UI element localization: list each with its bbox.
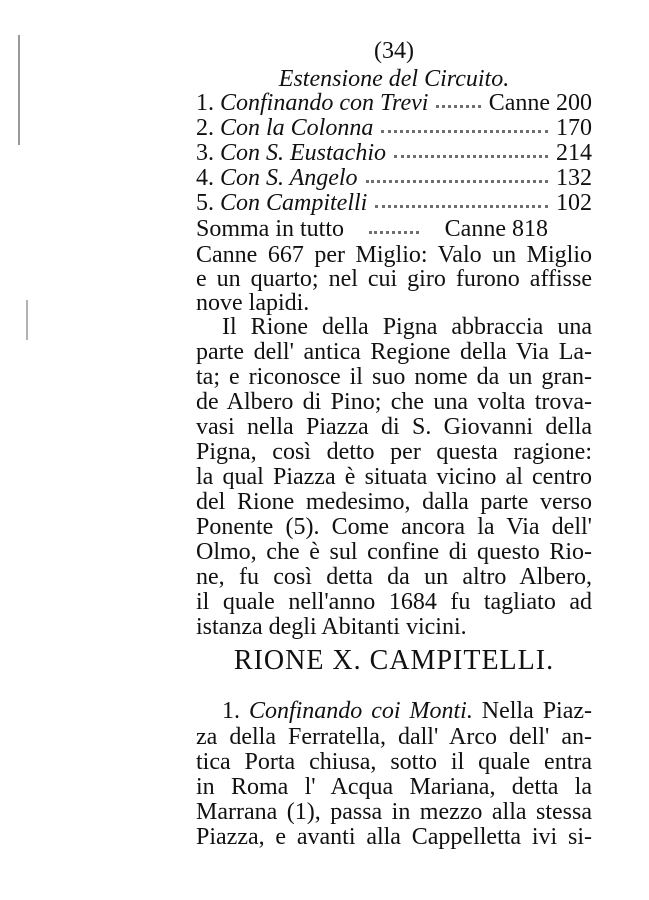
entry-label: Confinando con Trevi — [220, 90, 429, 116]
text-line: in Roma l' Acqua Mariana, detta la — [196, 774, 592, 800]
text-line: Ponente (5). Come ancora la Via dell' — [196, 514, 592, 540]
text-line: Pigna, così detto per questa ragione: — [196, 439, 592, 465]
text-line: tica Porta chiusa, sotto il quale entra — [196, 749, 592, 775]
text-line: za della Ferratella, dall' Arco dell' an- — [196, 724, 592, 750]
text-line: e un quarto; nel cui giro furono affisse — [196, 266, 592, 292]
page-edge-mark — [26, 300, 28, 340]
text-line: Canne 667 per Miglio: Valo un Miglio — [196, 242, 592, 268]
page-number: (34) — [374, 38, 414, 64]
text-line: ne, fu così detta da un altro Albero, — [196, 564, 592, 590]
entry-number: 1. — [196, 90, 214, 116]
entry-number: 5. — [196, 190, 214, 216]
subtitle: Estensione del Circuito. — [278, 66, 510, 92]
text-line: Olmo, che è sul confine di questo Rio- — [196, 539, 592, 565]
circuit-entry — [196, 140, 592, 166]
circuit-entry — [196, 190, 592, 216]
text-line: istanza degli Abitanti vicini. — [196, 614, 467, 640]
entry-value: 132 — [556, 165, 592, 191]
total-label: Somma in tutto — [196, 216, 345, 242]
entry-label: Con S. Eustachio — [220, 140, 386, 166]
text-line: del Rione medesimo, dalla parte verso — [196, 489, 592, 515]
section-first-line: 1. Confinando coi Monti. Nella Piaz- — [222, 698, 593, 724]
entry-value: Canne 200 — [488, 90, 592, 116]
text-line: Piazza, e avanti alla Cappelletta ivi si- — [196, 824, 592, 850]
text-line: parte dell' antica Regione della Via La- — [196, 339, 592, 365]
entry-label: Con Campitelli — [220, 190, 368, 216]
text-line: Il Rione della Pigna abbraccia una — [222, 314, 592, 340]
circuit-entry — [196, 90, 592, 116]
total-row — [196, 216, 592, 242]
page-edge-mark — [18, 35, 20, 145]
text-line: Marrana (1), passa in mezzo alla stessa — [196, 799, 592, 825]
circuit-entry — [196, 115, 592, 141]
section-heading: RIONE X. CAMPITELLI. — [233, 645, 555, 676]
entry-label: Con la Colonna — [220, 115, 374, 141]
text-line: ta; e riconosce il suo nome da un gran- — [196, 364, 592, 390]
circuit-entry — [196, 165, 592, 191]
entry-value: 102 — [556, 190, 592, 216]
entry-number: 4. — [196, 165, 214, 191]
entry-value: 214 — [556, 140, 592, 166]
text-line: nove lapidi. — [196, 290, 310, 316]
text-line: vasi nella Piazza di S. Giovanni della — [196, 414, 592, 440]
entry-value: 170 — [556, 115, 592, 141]
total-value: Canne 818 — [444, 216, 548, 242]
text-line: de Albero di Pino; che una volta trova- — [196, 389, 592, 415]
text-line: la qual Piazza è situata vicino al centro — [196, 464, 592, 490]
text-line: il quale nell'anno 1684 fu tagliato ad — [196, 589, 592, 615]
entry-label: Con S. Angelo — [220, 165, 358, 191]
entry-number: 3. — [196, 140, 214, 166]
entry-number: 2. — [196, 115, 214, 141]
